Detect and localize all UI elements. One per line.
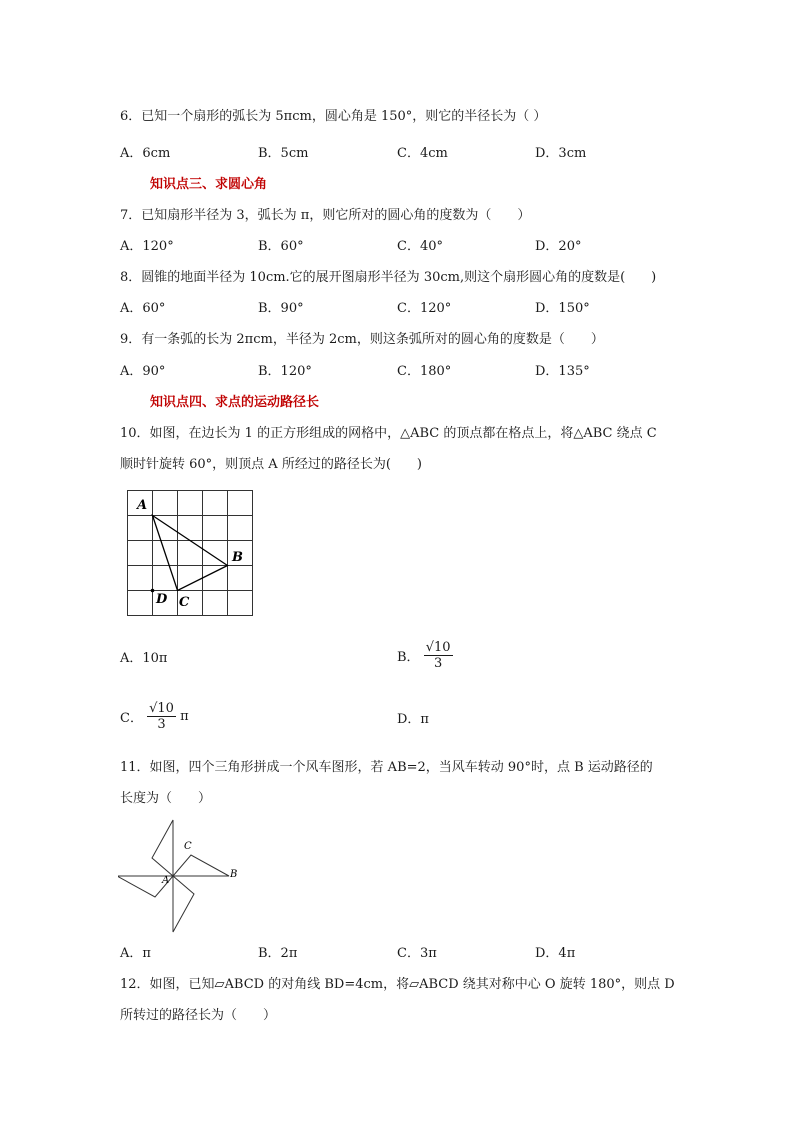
- q7-option-d: D．20°: [535, 239, 582, 254]
- q10-option-b-label: B．: [397, 650, 420, 665]
- q9-option-b: B．120°: [258, 364, 312, 379]
- question-10-line-2: 顺时针旋转 60°，则顶点 A 所经过的路径长为( ): [120, 457, 422, 472]
- q8-option-c: C．120°: [397, 301, 452, 316]
- q7-option-c: C．40°: [397, 239, 443, 254]
- q10-option-a: A．10π: [120, 651, 168, 666]
- windmill-label-b: B: [230, 869, 238, 880]
- windmill-label-a: A: [162, 875, 170, 886]
- q10-option-c-label: C．: [120, 711, 143, 726]
- q6-option-a: A．6cm: [120, 146, 171, 161]
- q6-option-c: C．4cm: [397, 146, 448, 161]
- question-9-text: 9．有一条弧的长为 2πcm，半径为 2cm，则这条弧所对的圆心角的度数是（ ）: [120, 332, 604, 347]
- question-11-line-1: 11．如图，四个三角形拼成一个风车图形，若 AB=2，当风车转动 90°时，点 B 运动路径的: [120, 760, 653, 775]
- q6-option-d: D．3cm: [535, 146, 587, 161]
- q9-option-d: D．135°: [535, 364, 590, 379]
- q9-option-c: C．180°: [397, 364, 452, 379]
- question-7-text: 7．已知扇形半径为 3，弧长为 π，则它所对的圆心角的度数为（ ）: [120, 208, 531, 223]
- q11-option-a: A．π: [120, 946, 151, 961]
- q11-option-b: B．2π: [258, 946, 298, 961]
- q10-option-c-denominator: 3: [157, 717, 166, 732]
- q8-option-d: D．150°: [535, 301, 590, 316]
- q10-option-c-numerator: √10: [149, 701, 174, 716]
- label-b: B: [232, 550, 243, 565]
- q10-option-c-pi: π: [180, 709, 189, 724]
- question-12-line-1: 12．如图，已知▱ABCD 的对角线 BD=4cm，将▱ABCD 绕其对称中心 O 旋转 180°，则点 D: [120, 977, 675, 992]
- windmill-label-c: C: [184, 841, 192, 852]
- label-c: C: [179, 595, 190, 610]
- q10-option-b: [397, 640, 453, 671]
- q10-option-b-fraction: [424, 640, 453, 671]
- q8-option-b: B．90°: [258, 301, 304, 316]
- q8-option-a: A．60°: [120, 301, 166, 316]
- q9-option-a: A．90°: [120, 364, 166, 379]
- label-a: A: [137, 498, 148, 513]
- question-10-line-1: 10．如图，在边长为 1 的正方形组成的网格中，△ABC 的顶点都在格点上，将△ABC 绕点 C: [120, 426, 657, 441]
- q10-grid-figure: [120, 485, 265, 620]
- question-12-line-2: 所转过的路径长为（ ）: [120, 1008, 277, 1023]
- label-d: D: [156, 592, 168, 607]
- q10-option-b-numerator: √10: [425, 640, 451, 655]
- q7-option-b: B．60°: [258, 239, 304, 254]
- section-heading-4: 知识点四、求点的运动路径长: [150, 395, 320, 410]
- q10-option-b-denominator: 3: [433, 656, 443, 671]
- q10-option-c: [120, 701, 189, 732]
- q11-windmill-figure: [118, 818, 243, 938]
- q10-option-c-fraction: [147, 701, 176, 732]
- section-heading-3: 知识点三、求圆心角: [150, 177, 268, 192]
- question-8-text: 8．圆锥的地面半径为 10cm.它的展开图扇形半径为 30cm,则这个扇形圆心角的度数是( ): [120, 270, 657, 285]
- question-6-text: 6．已知一个扇形的弧长为 5πcm，圆心角是 150°，则它的半径长为（ ）: [120, 109, 547, 124]
- q11-option-c: C．3π: [397, 946, 437, 961]
- q10-option-d: D．π: [397, 712, 429, 727]
- q7-option-a: A．120°: [120, 239, 174, 254]
- q11-option-d: D．4π: [535, 946, 576, 961]
- question-11-line-2: 长度为（ ）: [120, 791, 212, 806]
- q6-option-b: B．5cm: [258, 146, 309, 161]
- triangle-abc: [153, 516, 228, 591]
- point-d: [151, 589, 155, 593]
